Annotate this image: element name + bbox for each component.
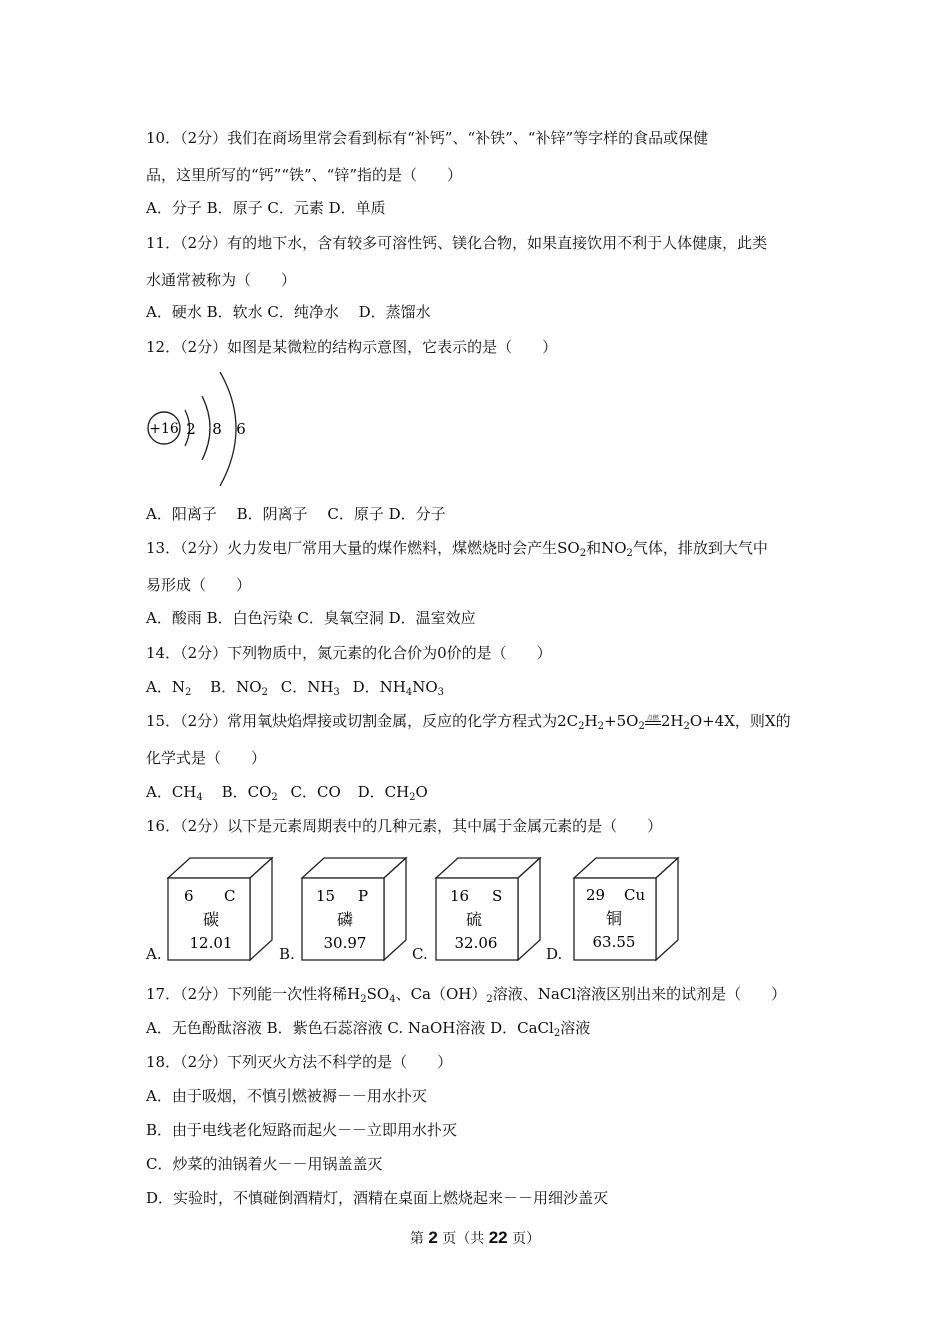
svg-text:磷: 磷 <box>336 910 354 929</box>
q10-line1: 10．（2分）我们在商场里常会看到标有“补钙”、“补铁”、“补锌”等字样的食品或保健 <box>146 129 709 147</box>
element-card-phosphorus <box>300 856 410 964</box>
svg-text:32.06: 32.06 <box>454 934 498 952</box>
q14-line1: 14．（2分）下列物质中，氮元素的化合价为0价的是（ ） <box>146 644 552 662</box>
svg-text:12.01: 12.01 <box>189 934 233 952</box>
svg-text:C: C <box>224 887 236 905</box>
q16-line1: 16．（2分）以下是元素周期表中的几种元素，其中属于金属元素的是（ ） <box>146 817 663 835</box>
element-card-carbon <box>166 856 276 964</box>
page-total: 22 <box>488 1228 508 1247</box>
svg-text:15: 15 <box>316 887 336 905</box>
q17-options: A．无色酚酞溶液 B．紫色石蕊溶液 C. NaOH溶液 D．CaCl$_2$溶液 <box>146 1019 591 1039</box>
shell-electrons-2: 8 <box>212 420 222 438</box>
q15-line1: 15．（2分）常用氧炔焰焊接或切割金属，反应的化学方程式为$2C_2H_2+5O_2$ 点燃 $2H_2O+4X$，则X的 <box>146 712 791 732</box>
q14-options: A．$N_2$ B．$NO_2$ C．$NH_3$ D．$NH_4NO_3$ <box>146 678 444 698</box>
svg-text:6: 6 <box>184 887 194 905</box>
svg-text:P: P <box>358 887 369 905</box>
q17-line1: 17．（2分）下列能一次性将稀$H_2SO_4$、$Ca(OH)_2$溶液、NaCl溶液区别出来的试剂是（ ） <box>146 985 787 1005</box>
q15-options: A．$CH_4$ B．$CO_2$ C．CO D．$CH_2O$ <box>146 783 428 803</box>
q18-line1: 18．（2分）下列灭火方法不科学的是（ ） <box>146 1053 453 1071</box>
svg-text:碳: 碳 <box>202 910 220 929</box>
shell-electrons-1: 2 <box>186 420 196 438</box>
q15-line2: 化学式是（ ） <box>146 749 267 767</box>
card-b-label: B. <box>279 945 295 963</box>
q18-option-b: B．由于电线老化短路而起火－－立即用水扑灭 <box>146 1121 458 1139</box>
svg-text:16: 16 <box>450 887 470 905</box>
q10-line2: 品，这里所写的“钙”“铁”、“锌”指的是（ ） <box>146 166 463 184</box>
q12-line1: 12．（2分）如图是某微粒的结构示意图，它表示的是（ ） <box>146 338 558 356</box>
element-card-copper <box>572 856 682 964</box>
card-d-label: D. <box>546 945 563 963</box>
q11-line2: 水通常被称为（ ） <box>146 271 297 289</box>
nucleus-charge: +16 <box>149 421 179 437</box>
shell-arc-2 <box>202 396 210 460</box>
q12-options: A．阳离子 B．阴离子 C．原子 D．分子 <box>146 505 446 523</box>
q10-options: A．分子 B．原子 C．元素 D．单质 <box>146 199 386 217</box>
shell-arc-3 <box>220 372 236 486</box>
svg-text:Cu: Cu <box>624 886 646 904</box>
svg-text:硫: 硫 <box>465 910 483 929</box>
q11-options: A．硬水 B．软水 C．纯净水 D．蒸馏水 <box>146 303 431 321</box>
q18-option-c: C．炒菜的油锅着火－－用锅盖盖灭 <box>146 1155 383 1173</box>
card-a-label: A. <box>146 945 162 963</box>
page-number: 2 <box>428 1228 438 1247</box>
svg-text:30.97: 30.97 <box>323 934 367 952</box>
q13-line1: 13．（2分）火力发电厂常用大量的煤作燃料，煤燃烧时会产生$SO_2$和$NO_2$气体，排放到大气中 <box>146 539 768 559</box>
svg-text:铜: 铜 <box>605 909 623 928</box>
q11-line1: 11．（2分）有的地下水，含有较多可溶性钙、镁化合物，如果直接饮用不利于人体健康，此类 <box>146 234 768 252</box>
element-card-sulfur <box>434 856 544 964</box>
q18-option-a: A．由于吸烟，不慎引燃被褥－－用水扑灭 <box>146 1087 427 1105</box>
atom-structure-diagram <box>140 366 260 491</box>
q13-options: A．酸雨 B．白色污染 C．臭氧空洞 D．温室效应 <box>146 609 476 627</box>
q18-option-d: D．实验时，不慎碰倒酒精灯，酒精在桌面上燃烧起来－－用细沙盖灭 <box>146 1189 609 1207</box>
q13-line2: 易形成（ ） <box>146 576 252 594</box>
shell-electrons-3: 6 <box>236 420 246 438</box>
svg-text:S: S <box>492 887 503 905</box>
svg-text:63.55: 63.55 <box>592 933 636 951</box>
svg-text:29: 29 <box>586 886 606 904</box>
card-c-label: C. <box>412 945 428 963</box>
page-footer: 第 2 页（共 22 页） <box>409 1228 541 1247</box>
